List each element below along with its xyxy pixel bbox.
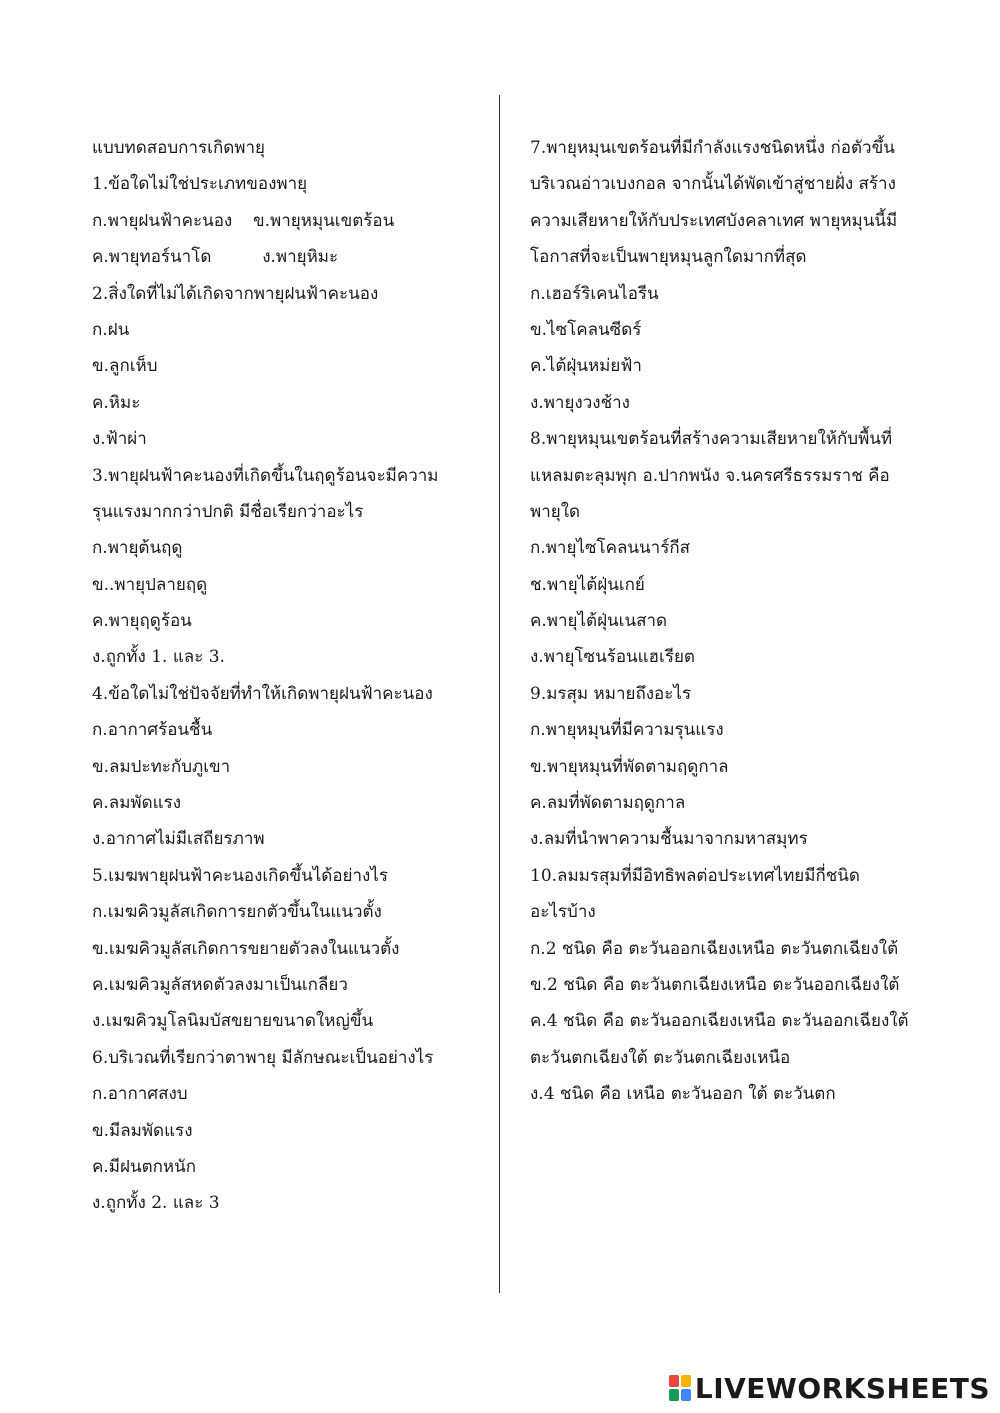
q10-option-a: ก.2 ชนิด คือ ตะวันออกเฉียงเหนือ ตะวันตกเฉียงใต้ [530,938,899,959]
question-3-line-2: รุนแรงมากกว่าปกติ มีชื่อเรียกว่าอะไร [92,501,364,522]
q7-option-a: ก.เฮอร์ริเคนไอรีน [530,283,659,304]
question-8-line-3: พายุใด [530,501,581,522]
logo-square-1 [669,1375,679,1387]
question-10-line-1: 10.ลมมรสุมที่มีอิทธิพลต่อประเทศไทยมีกี่ชนิด [530,865,860,886]
q5-option-c: ค.เมฆคิวมูลัสหดตัวลงมาเป็นเกลียว [92,974,348,995]
question-7-line-1: 7.พายุหมุนเขตร้อนที่มีกำลังแรงชนิดหนึ่ง ก่อตัวขึ้น [530,138,895,158]
liveworksheets-logo-icon [669,1375,691,1401]
logo-square-4 [681,1389,691,1401]
question-6: 6.บริเวณที่เรียกว่าตาพายุ มีลักษณะเป็นอย่างไร [92,1047,434,1068]
q2-option-a: ก.ฝน [92,319,130,340]
question-5: 5.เมฆพายุฝนฟ้าคะนองเกิดขึ้นได้อย่างไร [92,865,389,886]
q1-option-c: ค.พายุทอร์นาโด [92,247,212,268]
liveworksheets-logo-text: LIVEWORKSHEETS [694,1371,990,1405]
question-8-line-1: 8.พายุหมุนเขตร้อนที่สร้างความเสียหายให้กับพื้นที่ [530,429,893,450]
q8-option-c: ค.พายุไต้ฝุ่นเนสาด [530,611,668,632]
q9-option-a: ก.พายุหมุนที่มีความรุนแรง [530,720,724,741]
q2-option-c: ค.หิมะ [92,392,141,413]
q6-option-d: ง.ถูกทั้ง 2. และ 3 [92,1193,220,1214]
question-1-options-row-1 [92,203,482,239]
question-7-line-2: บริเวณอ่าวเบงกอล จากนั้นได้พัดเข้าสู่ชายฝั่ง สร้าง [530,174,896,195]
question-9: 9.มรสุม หมายถึงอะไร [530,683,692,704]
q6-option-b: ข.มีลมพัดแรง [92,1120,193,1141]
q7-option-b: ข.ไซโคลนซีดร์ [530,319,642,340]
q1-option-a: ก.พายุฝนฟ้าคะนอง [92,210,233,231]
logo-square-2 [681,1375,691,1387]
worksheet-title: แบบทดสอบการเกิดพายุ [92,138,265,158]
q7-option-c: ค.ไต้ฝุ่นหม่ยฟ้า [530,356,642,377]
q10-option-d: ง.4 ชนิด คือ เหนือ ตะวันออก ใต้ ตะวันตก [530,1084,836,1105]
question-7-line-4: โอกาสที่จะเป็นพายุหมุนลูกใดมากที่สุด [530,247,807,268]
question-10-line-2: อะไรบ้าง [530,902,596,923]
left-column [92,130,482,1222]
q7-option-d: ง.พายุงวงช้าง [530,392,630,413]
q10-option-c-line-2: ตะวันตกเฉียงใต้ ตะวันตกเฉียงเหนือ [530,1047,791,1068]
question-1: 1.ข้อใดไม่ใช่ประเภทของพายุ [92,174,308,195]
q9-option-d: ง.ลมที่นำพาความชื้นมาจากมหาสมุทร [530,829,808,850]
question-8-line-2: แหลมตะลุมพุก อ.ปากพนัง จ.นครศรีธรรมราช คือ [530,465,890,486]
question-1-options-row-2 [92,239,482,275]
q2-option-b: ข.ลูกเห็บ [92,356,158,377]
q8-option-b: ช.พายุไต้ฝุ่นเกย์ [530,574,645,595]
q3-option-c: ค.พายุฤดูร้อน [92,611,192,632]
q4-option-a: ก.อากาศร้อนชื้น [92,720,213,741]
q1-option-d: ง.พายุหิมะ [262,247,339,268]
q8-option-a: ก.พายุไซโคลนนาร์กีส [530,538,691,559]
q10-option-b: ข.2 ชนิด คือ ตะวันตกเฉียงเหนือ ตะวันออกเฉียงใต้ [530,974,900,995]
q4-option-c: ค.ลมพัดแรง [92,793,182,814]
q5-option-a: ก.เมฆคิวมูลัสเกิดการยกตัวขึ้นในแนวตั้ง [92,902,382,923]
q6-option-c: ค.มีฝนตกหนัก [92,1156,197,1177]
question-3-line-1: 3.พายุฝนฟ้าคะนองที่เกิดขึ้นในฤดูร้อนจะมีความ [92,465,439,486]
column-divider [499,95,500,1293]
q6-option-a: ก.อากาศสงบ [92,1084,188,1105]
right-column [530,130,970,1113]
question-4: 4.ข้อใดไม่ใช่ปัจจัยที่ทำให้เกิดพายุฝนฟ้าคะนอง [92,683,433,704]
liveworksheets-logo[interactable] [669,1371,990,1405]
q4-option-d: ง.อากาศไม่มีเสถียรภาพ [92,829,265,850]
question-2: 2.สิ่งใดที่ไม่ได้เกิดจากพายุฝนฟ้าคะนอง [92,283,379,304]
q2-option-d: ง.ฟ้าผ่า [92,429,147,450]
question-7-line-3: ความเสียหายให้กับประเทศบังคลาเทศ พายุหมุนนี้มี [530,210,898,231]
q9-option-c: ค.ลมที่พัดตามฤดูกาล [530,793,686,814]
q9-option-b: ข.พายุหมุนที่พัดตามฤดูกาล [530,756,729,777]
q5-option-b: ข.เมฆคิวมูลัสเกิดการขยายตัวลงในแนวตั้ง [92,938,400,959]
q5-option-d: ง.เมฆคิวมูโลนิมบัสขยายขนาดใหญ่ขึ้น [92,1011,374,1032]
logo-square-3 [669,1389,679,1401]
q8-option-d: ง.พายุโซนร้อนแฮเรียต [530,647,695,668]
q3-option-b: ข..พายุปลายฤดู [92,574,208,595]
q1-option-b: ข.พายุหมุนเขตร้อน [253,210,395,231]
q4-option-b: ข.ลมปะทะกับภูเขา [92,756,231,777]
q10-option-c-line-1: ค.4 ชนิด คือ ตะวันออกเฉียงเหนือ ตะวันออกเฉียงใต้ [530,1011,909,1032]
q3-option-a: ก.พายุต้นฤดู [92,538,183,559]
q3-option-d: ง.ถูกทั้ง 1. และ 3. [92,647,225,668]
